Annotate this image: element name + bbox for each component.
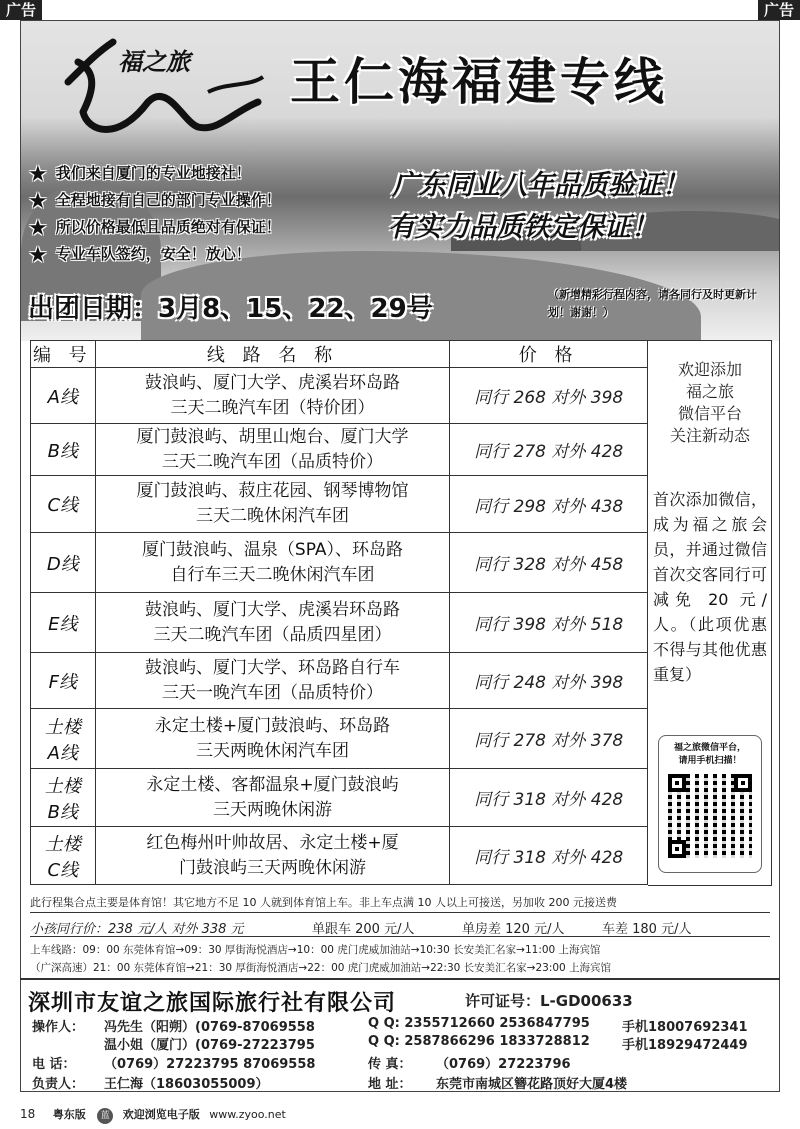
website-link[interactable]: www.zyoo.net xyxy=(209,1108,286,1121)
page-title: 王仁海福建专线 xyxy=(290,53,668,111)
departure-note: （新增精彩行程内容，请各同行及时更新计划！谢谢！） xyxy=(548,288,757,319)
table-row: 土楼 B线 永定土楼、客都温泉+厦门鼓浪屿 三天两晚休闲游 同行 318 对外 428 xyxy=(31,769,648,827)
feature-2: ★ 全程地接有自己的部门专业操作！ xyxy=(28,189,281,214)
table-row: 土楼 A线 永定土楼+厦门鼓浪屿、环岛路 三天两晚休闲汽车团 同行 278 对外 378 xyxy=(31,709,648,769)
table-row: D线 厦门鼓浪屿、温泉（SPA）、环岛路 自行车三天二晚休闲汽车团 同行 328 对外 458 xyxy=(31,533,648,593)
star-icon: ★ xyxy=(28,243,48,268)
operator-1-qq: Q Q: 2355712660 2536847795 xyxy=(368,1016,590,1031)
car-diff-price: 车差 180 元/人 xyxy=(602,922,692,937)
manager: 王仁海（18603055009） xyxy=(104,1077,269,1092)
operator-2: 温小姐（厦门）(0769-27223795 xyxy=(104,1038,315,1053)
fuzhilv-logo xyxy=(58,32,268,152)
fax: （0769）27223796 xyxy=(436,1057,571,1072)
table-row: B线 厦门鼓浪屿、胡里山炮台、厦门大学 三天二晚汽车团（品质特价） 同行 278 对外 428 xyxy=(31,424,648,476)
edition-badge-icon: 蓝 xyxy=(97,1108,113,1124)
address: 东莞市南城区簪花路顶好大厦4楼 xyxy=(436,1077,628,1092)
page-number: 18 xyxy=(20,1107,36,1121)
member-offer: 首次添加微信，成为福之旅会员，并通过微信首次交客同行可减免 20 元/人。（此项优惠不得与其他优惠重复） xyxy=(653,490,767,684)
route-day: 上车线路：09：00 东莞体育馆→09：30 厚街海悦酒店→10：00 虎门虎威加油站→10:30 长安美汇名家→11:00 上海宾馆 xyxy=(30,944,601,956)
gathering-note: 此行程集合点主要是体育馆！其它地方不足 10 人就到体育馆上车。非上车点满 10 人以上可接送，另加收 200 元接送费 xyxy=(30,896,617,909)
table-row: F线 鼓浪屿、厦门大学、环岛路自行车 三天一晚汽车团（品质特价） 同行 248 对外 398 xyxy=(31,653,648,709)
ad-label-left: 广告 xyxy=(0,0,42,20)
wechat-welcome: 欢迎添加 福之旅 微信平台 关注新动态 xyxy=(669,360,750,445)
ad-label-right: 广告 xyxy=(758,0,800,20)
slogan-2: 有实力品质铁定保证！ xyxy=(388,212,658,243)
operator-2-mobile: 手机18929472449 xyxy=(622,1038,748,1053)
table-row: E线 鼓浪屿、厦门大学、虎溪岩环岛路 三天二晚汽车团（品质四星团） 同行 398 对外 518 xyxy=(31,593,648,653)
browse-text: 欢迎浏览电子版 xyxy=(122,1108,200,1121)
company-name: 深圳市友谊之旅国际旅行社有限公司 xyxy=(28,991,397,1016)
wechat-side-panel xyxy=(648,340,772,886)
feature-3: ★ 所以价格最低且品质绝对有保证！ xyxy=(28,216,281,241)
table-row: C线 厦门鼓浪屿、菽庄花园、钢琴博物馆 三天二晚休闲汽车团 同行 298 对外 438 xyxy=(31,476,648,533)
telephone: （0769）27223795 87069558 xyxy=(104,1057,316,1072)
edition: 粤东版 xyxy=(52,1108,86,1121)
route-night: （广深高速）21：00 东莞体育馆→21：30 厚街海悦酒店→22：00 虎门虎威加油站→22:30 长安美汇名家→23:00 上海宾馆 xyxy=(30,962,612,974)
star-icon: ★ xyxy=(28,162,48,187)
follow-car-price: 单跟车 200 元/人 xyxy=(312,922,415,937)
single-room-price: 单房差 120 元/人 xyxy=(462,922,565,937)
fax-label: 传 真： xyxy=(368,1057,412,1072)
tel-label: 电 话： xyxy=(32,1057,76,1072)
address-label: 地 址： xyxy=(368,1077,412,1092)
feature-1: ★ 我们来自厦门的专业地接社！ xyxy=(28,162,251,187)
operator-label: 操作人： xyxy=(32,1020,85,1035)
star-icon: ★ xyxy=(28,189,48,214)
manager-label: 负责人： xyxy=(32,1077,85,1092)
routes-table xyxy=(30,340,648,885)
departure-dates: 出团日期：3月8、15、22、29号 xyxy=(28,294,433,324)
feature-4: ★ 专业车队签约，安全！放心！ xyxy=(28,243,251,268)
license-number: 许可证号：L-GD00633 xyxy=(465,992,633,1010)
star-icon: ★ xyxy=(28,216,48,241)
operator-1: 冯先生（阳朔）(0769-87069558 xyxy=(104,1020,315,1035)
logo-text: 福之旅 xyxy=(118,48,190,76)
child-price: 小孩同行价：238 元/人 对外 338 元 xyxy=(30,922,244,937)
header-name: 线 路 名 称 xyxy=(95,341,450,368)
qr-code-icon[interactable] xyxy=(668,774,752,858)
qr-box: 福之旅微信平台， 请用手机扫描！ xyxy=(658,735,762,873)
slogan-1: 广东同业八年品质验证！ xyxy=(392,170,689,201)
header-code: 编 号 xyxy=(31,341,96,368)
table-row: A线 鼓浪屿、厦门大学、虎溪岩环岛路 三天二晚汽车团（特价团） 同行 268 对外 398 xyxy=(31,368,648,424)
header-price: 价 格 xyxy=(450,341,648,368)
table-row: 土楼 C线 红色梅州叶帅故居、永定土楼+厦 门鼓浪屿三天两晚休闲游 同行 318 对外 428 xyxy=(31,827,648,885)
operator-2-qq: Q Q: 2587866296 1833728812 xyxy=(368,1034,590,1049)
page-footer xyxy=(20,1106,286,1124)
operator-1-mobile: 手机18007692341 xyxy=(622,1020,748,1035)
